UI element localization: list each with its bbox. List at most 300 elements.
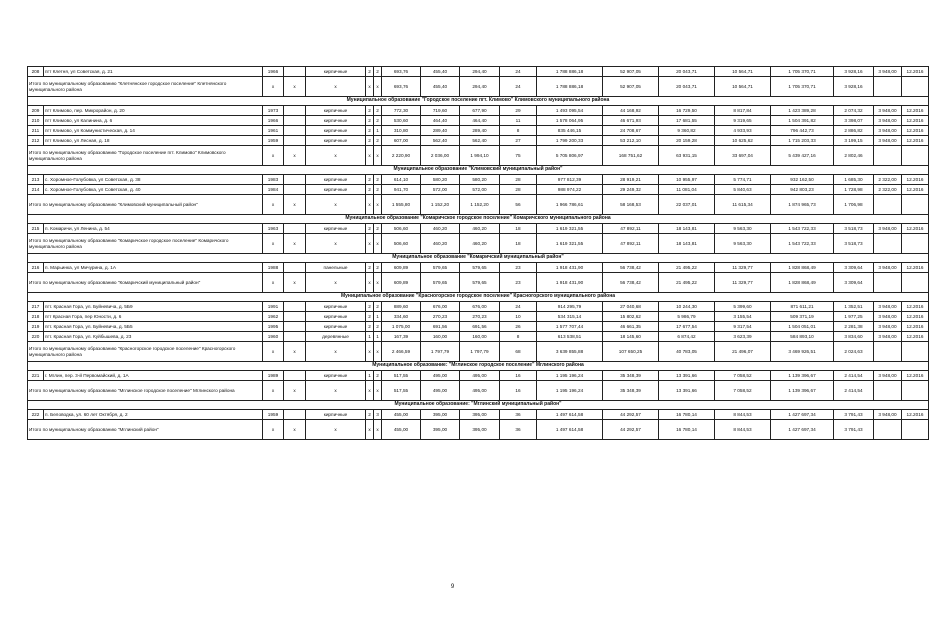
table-cell: 2 xyxy=(366,312,374,322)
section-header-row xyxy=(28,293,929,302)
table-cell: 607,00 xyxy=(382,136,421,146)
total-cell: х xyxy=(284,234,306,254)
table-cell: 12.2016 xyxy=(902,136,929,146)
table-cell: 3 623,39 xyxy=(715,332,771,342)
total-row xyxy=(28,146,929,166)
address-cell: п. Комаричи, ул Ленина, д. 54 xyxy=(44,224,263,234)
table-cell: 460,20 xyxy=(421,224,460,234)
table-cell: 27 xyxy=(500,136,537,146)
table-cell: 2 414,54 xyxy=(834,371,874,381)
table-cell: 10 xyxy=(500,312,537,322)
total-cell: х xyxy=(366,195,374,215)
table-cell: 1983 xyxy=(263,175,284,185)
address-cell: пгт. Красная Гора, ул. Буйневича, д. 5Б9 xyxy=(44,302,263,312)
total-cell: 8 844,53 xyxy=(715,420,771,440)
table-cell: 53 212,10 xyxy=(603,136,659,146)
table-cell: 1960 xyxy=(263,332,284,342)
table-cell: 1 xyxy=(374,312,382,322)
total-cell xyxy=(902,146,929,166)
table-cell: 580,20 xyxy=(460,175,500,185)
total-cell: х xyxy=(284,381,306,401)
table-cell: 2 xyxy=(366,116,374,126)
table-cell: 270,23 xyxy=(460,312,500,322)
table-cell: 24 708,67 xyxy=(603,126,659,136)
table-cell: 24 xyxy=(500,67,537,77)
table-cell: 2 xyxy=(366,224,374,234)
table-cell: 1 619 321,55 xyxy=(537,224,603,234)
table-cell: 1962 xyxy=(263,312,284,322)
table-cell: 562,40 xyxy=(421,136,460,146)
total-cell: 44 292,57 xyxy=(603,420,659,440)
table-cell: 1959 xyxy=(263,136,284,146)
table-row xyxy=(28,322,929,332)
table-cell: 609,89 xyxy=(382,263,421,273)
total-cell: х xyxy=(366,234,374,254)
table-cell: 220 xyxy=(28,332,44,342)
total-cell: 75 xyxy=(500,146,537,166)
table-cell: 1 xyxy=(374,332,382,342)
table-cell: 12.2016 xyxy=(902,332,929,342)
table-cell: 16 xyxy=(500,371,537,381)
table-cell: 871 611,21 xyxy=(771,302,834,312)
total-cell: 495,00 xyxy=(421,381,460,401)
table-cell: 1991 xyxy=(263,302,284,312)
table-cell xyxy=(284,263,306,273)
table-cell: 2 322,00 xyxy=(874,175,902,185)
address-cell: г. Мглин, пер. 3-й Первомайский, д. 1А xyxy=(44,371,263,381)
table-cell: кирпичные xyxy=(306,116,366,126)
table-cell: 16 729,50 xyxy=(659,106,715,116)
table-cell: 12.2016 xyxy=(902,126,929,136)
total-cell xyxy=(874,146,902,166)
table-cell: 29 xyxy=(500,106,537,116)
table-cell: 27 040,68 xyxy=(603,302,659,312)
table-cell: 1984 xyxy=(263,185,284,195)
table-cell: 572,00 xyxy=(460,185,500,195)
table-cell: 3 398,07 xyxy=(834,116,874,126)
table-row xyxy=(28,116,929,126)
total-cell: 460,20 xyxy=(421,234,460,254)
total-cell: 693,76 xyxy=(382,77,421,97)
table-row xyxy=(28,126,929,136)
table-cell: 214 xyxy=(28,185,44,195)
table-row xyxy=(28,410,929,420)
table-cell: 47 892,11 xyxy=(603,224,659,234)
address-cell: пгт. Красная Гора, ул. Куйбышева, д. 23 xyxy=(44,332,263,342)
address-cell: пгт Клетня, ул Советская, д. 21 xyxy=(44,67,263,77)
table-cell: 12.2016 xyxy=(902,322,929,332)
table-cell: 572,00 xyxy=(421,185,460,195)
table-cell: 1 715 203,33 xyxy=(771,136,834,146)
table-cell: 12.2016 xyxy=(902,106,929,116)
table-cell: 56 738,42 xyxy=(603,263,659,273)
table-cell xyxy=(284,410,306,420)
table-cell: 691,56 xyxy=(421,322,460,332)
table-cell xyxy=(284,224,306,234)
table-cell: кирпичные xyxy=(306,322,366,332)
table-cell: 310,80 xyxy=(382,126,421,136)
total-cell: х xyxy=(284,420,306,440)
table-cell: 3 948,00 xyxy=(874,67,902,77)
total-label: Итого по муниципальному образованию "Мглинский район" xyxy=(28,420,263,440)
table-cell: 2 xyxy=(366,136,374,146)
table-cell: 1 728,98 xyxy=(834,185,874,195)
total-cell: 11 615,34 xyxy=(715,195,771,215)
address-cell: пгт Красная Гора, пер Юности, д. 6 xyxy=(44,312,263,322)
table-row xyxy=(28,263,929,273)
table-cell: 693,76 xyxy=(382,67,421,77)
total-cell: 3 639 855,88 xyxy=(537,342,603,362)
total-row xyxy=(28,342,929,362)
table-cell: кирпичные xyxy=(306,312,366,322)
table-cell: 12.2016 xyxy=(902,116,929,126)
table-cell: 772,30 xyxy=(382,106,421,116)
address-cell: с. Хоромное-Голубовка, ул Советская, д. 40 xyxy=(44,185,263,195)
table-cell: 1 705 370,71 xyxy=(771,67,834,77)
table-cell: кирпичные xyxy=(306,175,366,185)
table-cell: 8 817,84 xyxy=(715,106,771,116)
table-cell: 20 043,71 xyxy=(659,67,715,77)
table-cell: 10 564,71 xyxy=(715,67,771,77)
table-cell: 3 948,00 xyxy=(874,106,902,116)
table-cell: 580,20 xyxy=(421,175,460,185)
total-cell: 58 168,53 xyxy=(603,195,659,215)
total-cell: х xyxy=(306,195,366,215)
section-title: Муниципальное образование "Городское поселение пгт. Климово" Климовского муниципального района xyxy=(28,97,929,106)
table-cell: 3 948,00 xyxy=(874,322,902,332)
total-cell: 1 139 396,67 xyxy=(771,381,834,401)
table-cell: кирпичные xyxy=(306,371,366,381)
total-cell: 9 563,30 xyxy=(715,234,771,254)
table-cell: 1 427 697,34 xyxy=(771,410,834,420)
table-cell xyxy=(284,302,306,312)
total-cell: х xyxy=(374,146,382,166)
table-cell: 213 xyxy=(28,175,44,185)
table-cell: 11 081,04 xyxy=(659,185,715,195)
table-cell: 46 661,35 xyxy=(603,322,659,332)
table-cell: 21 495,22 xyxy=(659,263,715,273)
register-body xyxy=(28,67,929,440)
table-cell: 215 xyxy=(28,224,44,234)
table-cell: 160,00 xyxy=(460,332,500,342)
table-cell: деревянные xyxy=(306,332,366,342)
table-row xyxy=(28,302,929,312)
total-cell: 24 xyxy=(500,77,537,97)
total-cell: 1 619 321,55 xyxy=(537,234,603,254)
total-label: Итого по муниципальному образованию "Комаричский муниципальный район" xyxy=(28,273,263,293)
total-cell: 56 xyxy=(500,195,537,215)
table-cell: 3 155,54 xyxy=(715,312,771,322)
section-header-row xyxy=(28,215,929,224)
table-cell: 1973 xyxy=(263,106,284,116)
total-cell: х xyxy=(284,195,306,215)
table-row xyxy=(28,106,929,116)
total-cell: х xyxy=(374,234,382,254)
total-cell: 3 928,16 xyxy=(834,77,874,97)
total-cell: 455,40 xyxy=(421,77,460,97)
table-cell: 719,60 xyxy=(421,106,460,116)
table-cell: 12.2016 xyxy=(902,67,929,77)
total-cell: 2 036,00 xyxy=(421,146,460,166)
total-row xyxy=(28,420,929,440)
table-cell: 2 xyxy=(366,126,374,136)
table-cell: 28 xyxy=(500,175,537,185)
table-cell: 35 348,39 xyxy=(603,371,659,381)
table-cell: 3 199,15 xyxy=(834,136,874,146)
table-cell: 6 874,42 xyxy=(659,332,715,342)
total-cell: 11 329,77 xyxy=(715,273,771,293)
table-cell: 530,60 xyxy=(382,116,421,126)
table-cell: 11 xyxy=(500,116,537,126)
table-cell: 464,40 xyxy=(421,116,460,126)
table-cell: 17 681,55 xyxy=(659,116,715,126)
table-cell: 2 xyxy=(374,302,382,312)
table-cell: 941,70 xyxy=(382,185,421,195)
table-cell: 44 168,92 xyxy=(603,106,659,116)
table-cell: кирпичные xyxy=(306,185,366,195)
total-cell xyxy=(902,420,929,440)
table-cell: 46 671,93 xyxy=(603,116,659,126)
total-cell: х xyxy=(263,195,284,215)
table-cell: 3 791,43 xyxy=(834,410,874,420)
total-cell: 1 195 196,24 xyxy=(537,381,603,401)
table-cell: кирпичные xyxy=(306,106,366,116)
total-cell: 18 143,81 xyxy=(659,234,715,254)
table-cell: 562,40 xyxy=(460,136,500,146)
table-cell: 2 xyxy=(374,322,382,332)
total-cell: 517,55 xyxy=(382,381,421,401)
table-cell: 796 442,73 xyxy=(771,126,834,136)
table-cell: 5 986,79 xyxy=(659,312,715,322)
table-cell: 12.2016 xyxy=(902,175,929,185)
table-cell: 5 774,71 xyxy=(715,175,771,185)
total-cell: 18 xyxy=(500,234,537,254)
table-cell: кирпичные xyxy=(306,410,366,420)
total-cell: х xyxy=(366,273,374,293)
section-title: Муниципальное образование: "Мглинский муниципальный район" xyxy=(28,401,929,410)
table-cell: 18 143,81 xyxy=(659,224,715,234)
total-row xyxy=(28,195,929,215)
table-cell: 29 249,32 xyxy=(603,185,659,195)
total-cell: 16 xyxy=(500,381,537,401)
table-cell: 3 948,00 xyxy=(874,224,902,234)
table-cell: 36 xyxy=(500,410,537,420)
table-cell: 509 371,19 xyxy=(771,312,834,322)
table-cell: 1 788 886,18 xyxy=(537,67,603,77)
table-cell: 334,60 xyxy=(382,312,421,322)
table-cell: 1966 xyxy=(263,116,284,126)
table-cell: 12.2016 xyxy=(902,410,929,420)
total-cell xyxy=(902,273,929,293)
total-cell: х xyxy=(284,77,306,97)
table-cell: 914 295,79 xyxy=(537,302,603,312)
table-cell: 2 886,82 xyxy=(834,126,874,136)
table-cell: 1966 xyxy=(263,67,284,77)
table-cell: 1961 xyxy=(263,126,284,136)
table-cell: 613 538,51 xyxy=(537,332,603,342)
table-cell: 208 xyxy=(28,67,44,77)
table-cell: 10 955,97 xyxy=(659,175,715,185)
table-cell: 3 948,00 xyxy=(874,263,902,273)
table-cell: панельные xyxy=(306,263,366,273)
table-cell: 209 xyxy=(28,106,44,116)
table-cell: 10 625,62 xyxy=(715,136,771,146)
table-cell: 2 xyxy=(366,263,374,273)
total-cell: 1 427 697,34 xyxy=(771,420,834,440)
table-row xyxy=(28,332,929,342)
table-cell: 9 317,54 xyxy=(715,322,771,332)
table-row xyxy=(28,312,929,322)
total-cell: х xyxy=(366,381,374,401)
total-cell: х xyxy=(374,195,382,215)
total-cell: 35 348,39 xyxy=(603,381,659,401)
table-cell xyxy=(284,175,306,185)
total-cell: х xyxy=(263,381,284,401)
table-cell: 3 xyxy=(374,410,382,420)
total-cell: 52 907,05 xyxy=(603,77,659,97)
table-cell: 1 918 431,90 xyxy=(537,263,603,273)
total-cell xyxy=(874,342,902,362)
table-cell: 12.2016 xyxy=(902,224,929,234)
table-cell: 1 799 200,33 xyxy=(537,136,603,146)
table-cell: 455,40 xyxy=(421,67,460,77)
total-cell: 395,00 xyxy=(421,420,460,440)
table-cell: 18 xyxy=(500,224,537,234)
total-cell: 1 555,80 xyxy=(382,195,421,215)
table-cell xyxy=(284,371,306,381)
table-cell: 1 577 707,44 xyxy=(537,322,603,332)
table-cell: 13 391,66 xyxy=(659,371,715,381)
table-cell: 9 319,65 xyxy=(715,116,771,126)
table-cell: 18 145,60 xyxy=(603,332,659,342)
table-row xyxy=(28,67,929,77)
table-cell xyxy=(284,116,306,126)
table-cell: 5 399,60 xyxy=(715,302,771,312)
table-cell xyxy=(284,136,306,146)
table-cell xyxy=(284,67,306,77)
table-cell: 216 xyxy=(28,263,44,273)
table-cell: 1 423 389,28 xyxy=(771,106,834,116)
table-cell: 1988 xyxy=(263,263,284,273)
table-cell: 988 974,22 xyxy=(537,185,603,195)
total-cell: 5 439 427,16 xyxy=(771,146,834,166)
table-cell: 1 578 064,95 xyxy=(537,116,603,126)
total-cell: 1 828 868,49 xyxy=(771,273,834,293)
table-cell: 2 xyxy=(374,371,382,381)
table-cell: 11 329,77 xyxy=(715,263,771,273)
table-row xyxy=(28,175,929,185)
table-cell: 1 828 868,49 xyxy=(771,263,834,273)
total-cell xyxy=(874,381,902,401)
table-cell: 395,00 xyxy=(421,410,460,420)
address-cell: пгт. Красная Гора, ул. Буйневича, д. 5Б5 xyxy=(44,322,263,332)
table-cell: 8 xyxy=(500,126,537,136)
table-cell: 1 685,30 xyxy=(834,175,874,185)
total-cell: х xyxy=(374,273,382,293)
total-cell: 1 705 370,71 xyxy=(771,77,834,97)
section-header-row xyxy=(28,166,929,175)
total-cell: 1 788 886,18 xyxy=(537,77,603,97)
table-cell: 160,00 xyxy=(421,332,460,342)
table-cell: 584 893,10 xyxy=(771,332,834,342)
total-cell: 36 xyxy=(500,420,537,440)
table-cell: 2 xyxy=(374,185,382,195)
table-row xyxy=(28,371,929,381)
table-cell: 12.2016 xyxy=(902,312,929,322)
table-cell: 2 xyxy=(366,410,374,420)
table-cell: 464,40 xyxy=(460,116,500,126)
table-cell: 2 xyxy=(366,302,374,312)
total-cell: 1 994,10 xyxy=(460,146,500,166)
total-cell: х xyxy=(263,146,284,166)
table-cell: 2 xyxy=(366,67,374,77)
table-cell: 1 497 614,58 xyxy=(537,410,603,420)
table-cell: 677,90 xyxy=(460,106,500,116)
table-cell: 210 xyxy=(28,116,44,126)
table-cell: 889,60 xyxy=(382,302,421,312)
table-cell: 294,40 xyxy=(460,67,500,77)
total-cell xyxy=(902,195,929,215)
total-cell: 506,60 xyxy=(382,234,421,254)
table-cell: 1 139 396,67 xyxy=(771,371,834,381)
table-cell: 3 948,00 xyxy=(874,136,902,146)
total-label: Итого по муниципальному образованию "Клетнянское городское поселение" Клетнянского муниципального района xyxy=(28,77,263,97)
total-cell: 5 705 806,97 xyxy=(537,146,603,166)
section-title: Муниципальное образование "Комаричское городское поселение" Комаричского муниципального района xyxy=(28,215,929,224)
total-label: Итого по муниципальному образованию "Климовский муниципальный район" xyxy=(28,195,263,215)
total-cell: 495,00 xyxy=(460,381,500,401)
total-row xyxy=(28,273,929,293)
total-cell: 1 497 614,58 xyxy=(537,420,603,440)
table-cell: 1 xyxy=(366,332,374,342)
section-header-row xyxy=(28,97,929,106)
total-cell: х xyxy=(263,420,284,440)
table-cell: 12.2016 xyxy=(902,302,929,312)
total-cell: 1 797,79 xyxy=(460,342,500,362)
table-cell: 2 xyxy=(374,263,382,273)
table-cell: 395,00 xyxy=(460,410,500,420)
total-cell: х xyxy=(374,381,382,401)
table-cell xyxy=(284,312,306,322)
total-cell: 47 892,11 xyxy=(603,234,659,254)
table-cell: 10 244,30 xyxy=(659,302,715,312)
total-cell: 68 xyxy=(500,342,537,362)
table-row xyxy=(28,185,929,195)
table-cell: 835 446,15 xyxy=(537,126,603,136)
total-cell: 33 697,04 xyxy=(715,146,771,166)
total-cell: х xyxy=(366,146,374,166)
table-cell: 614,10 xyxy=(382,175,421,185)
table-cell: 676,00 xyxy=(460,302,500,312)
total-cell xyxy=(874,77,902,97)
table-cell: 2 xyxy=(374,224,382,234)
total-cell: 1 152,20 xyxy=(460,195,500,215)
table-cell: 2 xyxy=(374,136,382,146)
table-cell: 15 802,62 xyxy=(603,312,659,322)
table-cell: 1 543 722,33 xyxy=(771,224,834,234)
total-cell: 1 706,98 xyxy=(834,195,874,215)
total-cell: 2 466,59 xyxy=(382,342,421,362)
table-cell: 9 563,30 xyxy=(715,224,771,234)
table-cell: 167,39 xyxy=(382,332,421,342)
total-cell xyxy=(874,420,902,440)
table-cell: 270,23 xyxy=(421,312,460,322)
table-cell: 12.2016 xyxy=(902,185,929,195)
table-cell: 7 058,52 xyxy=(715,371,771,381)
table-cell: 8 844,53 xyxy=(715,410,771,420)
table-cell: 691,56 xyxy=(460,322,500,332)
table-cell: 2 xyxy=(374,106,382,116)
